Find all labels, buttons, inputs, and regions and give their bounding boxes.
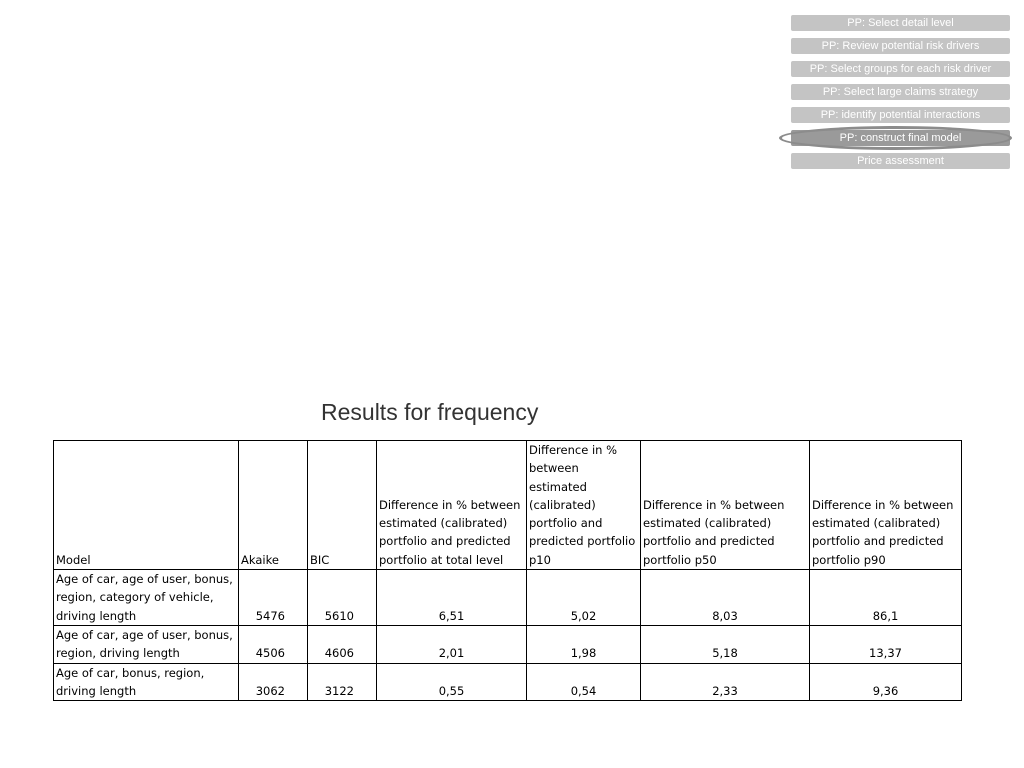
cell-bic: 3122 (308, 663, 377, 701)
nav-item-label: PP: construct final model (839, 132, 962, 144)
cell-diff-p50: 8,03 (641, 570, 810, 626)
cell-diff-p10: 0,54 (527, 663, 641, 701)
cell-bic: 5610 (308, 570, 377, 626)
cell-diff-p50: 5,18 (641, 625, 810, 663)
cell-diff-total: 6,51 (377, 570, 527, 626)
cell-akaike: 4506 (239, 625, 308, 663)
process-nav (791, 15, 1010, 176)
cell-akaike: 5476 (239, 570, 308, 626)
table-row (54, 663, 962, 701)
cell-model: Age of car, bonus, region, driving length (54, 663, 239, 701)
cell-diff-p10: 5,02 (527, 570, 641, 626)
cell-diff-p10: 1,98 (527, 625, 641, 663)
header-bic: BIC (308, 441, 377, 570)
cell-bic: 4606 (308, 625, 377, 663)
nav-item-select-groups[interactable]: PP: Select groups for each risk driver (791, 61, 1010, 77)
nav-item-large-claims-strategy[interactable]: PP: Select large claims strategy (791, 84, 1010, 100)
cell-diff-p90: 13,37 (810, 625, 962, 663)
header-diff-p50: Difference in % between estimated (calibrated) portfolio and predicted portfolio p50 (641, 441, 810, 570)
cell-diff-p90: 86,1 (810, 570, 962, 626)
header-diff-p10: Difference in % between estimated (calibrated) portfolio and predicted portfolio p10 (527, 441, 641, 570)
results-table (53, 440, 962, 701)
nav-item-price-assessment[interactable]: Price assessment (791, 153, 1010, 169)
table-header-row (54, 441, 962, 570)
table-row (54, 625, 962, 663)
header-diff-p90: Difference in % between estimated (calibrated) portfolio and predicted portfolio p90 (810, 441, 962, 570)
header-diff-total: Difference in % between estimated (calibrated) portfolio and predicted portfolio at total level (377, 441, 527, 570)
nav-item-select-detail-level[interactable]: PP: Select detail level (791, 15, 1010, 31)
cell-model: Age of car, age of user, bonus, region, category of vehicle, driving length (54, 570, 239, 626)
header-akaike: Akaike (239, 441, 308, 570)
cell-diff-p90: 9,36 (810, 663, 962, 701)
cell-model: Age of car, age of user, bonus, region, driving length (54, 625, 239, 663)
cell-akaike: 3062 (239, 663, 308, 701)
header-model: Model (54, 441, 239, 570)
nav-item-construct-final-model[interactable] (791, 130, 1010, 146)
nav-item-identify-interactions[interactable]: PP: identify potential interactions (791, 107, 1010, 123)
page-title: Results for frequency (321, 399, 539, 425)
table-row (54, 570, 962, 626)
cell-diff-total: 2,01 (377, 625, 527, 663)
cell-diff-total: 0,55 (377, 663, 527, 701)
cell-diff-p50: 2,33 (641, 663, 810, 701)
nav-item-review-risk-drivers[interactable]: PP: Review potential risk drivers (791, 38, 1010, 54)
